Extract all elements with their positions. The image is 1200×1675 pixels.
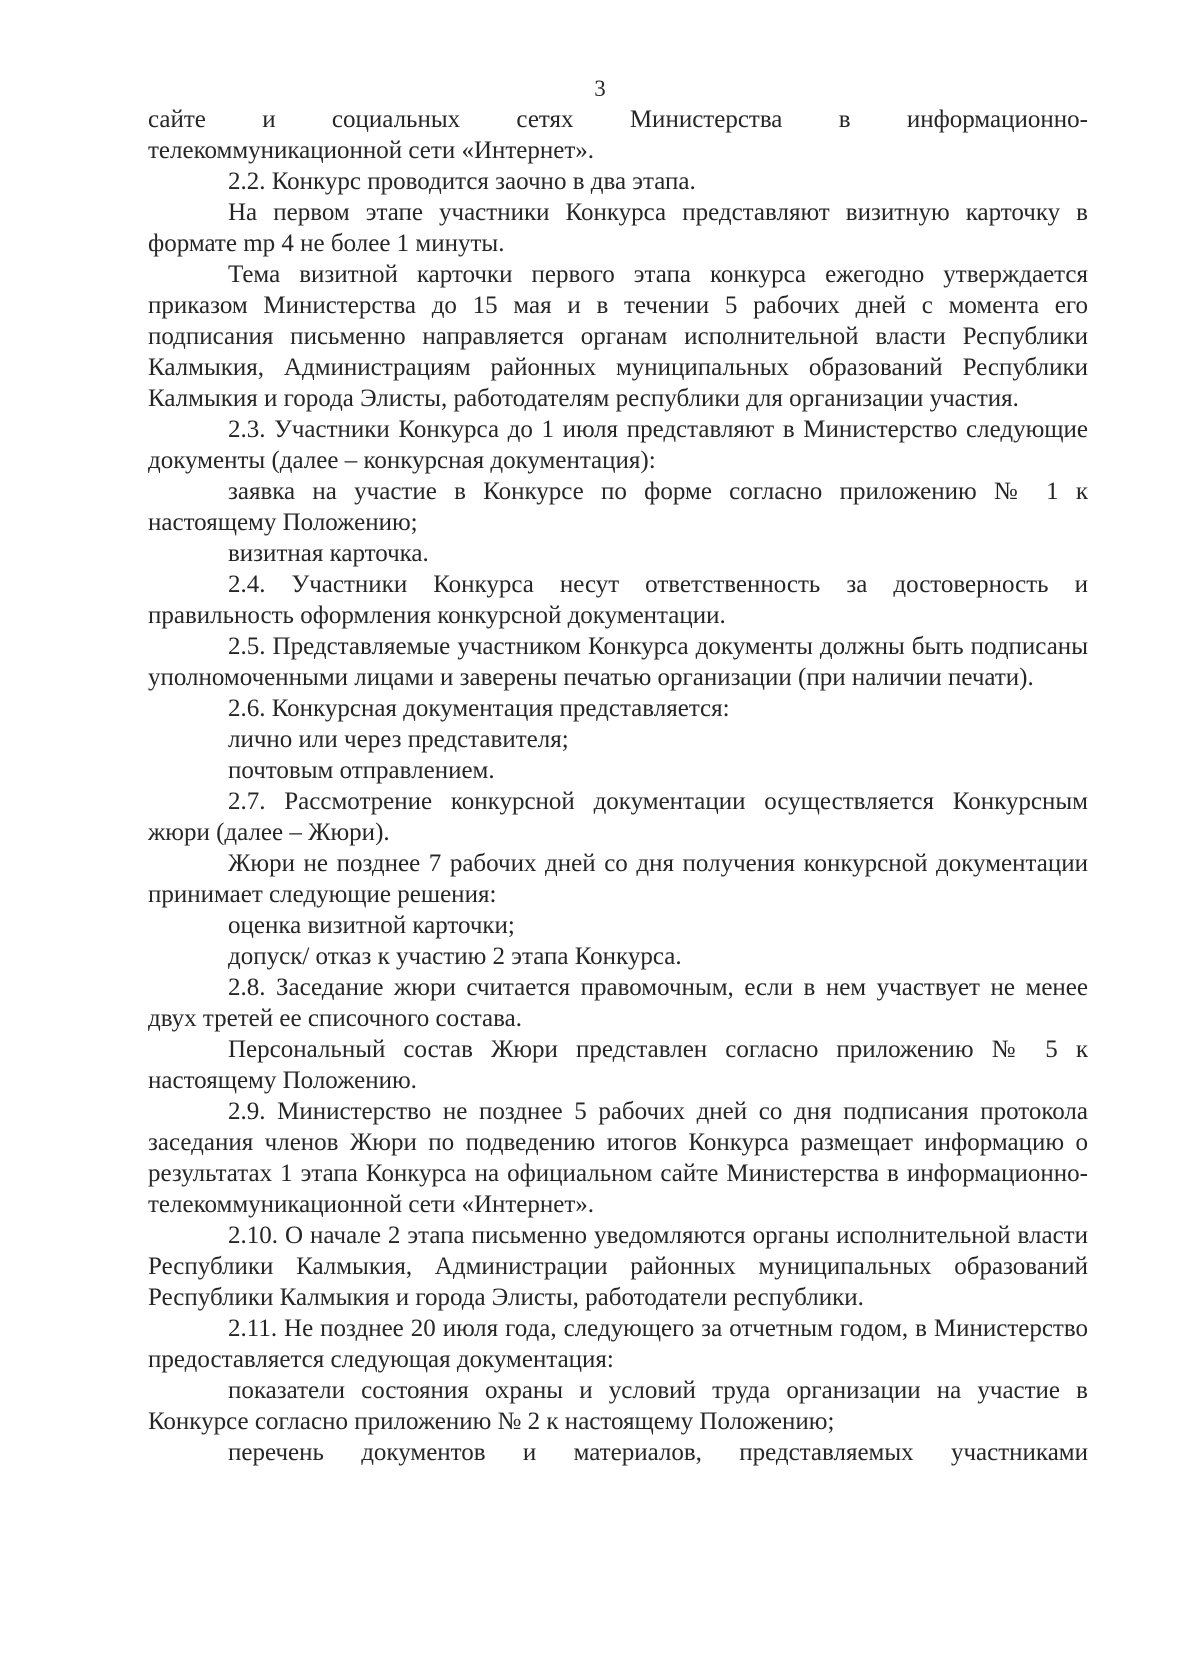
paragraph-2-10: 2.10. О начале 2 этапа письменно уведомляются органы исполнительной власти Республики Калмыкия, Администрации районных муниципальных образований Республики Калмыкия и города Элисты, работодатели республики.: [148, 1222, 1088, 1311]
paragraph-card-theme: Тема визитной карточки первого этапа конкурса ежегодно утверждается приказом Министерства до 15 мая и в течении 5 рабочих дней с момента его подписания письменно направляется органам исполнительной власти Республики Калмыкия, Администрациям районных муниципальных образований Республики Калмыкия и города Элисты, работодателям республики для организации участия.: [148, 261, 1088, 412]
paragraph-continuation-rest: телекоммуникационной сети «Интернет».: [148, 137, 595, 164]
list-item-admission: допуск/ отказ к участию 2 этапа Конкурса.: [228, 943, 682, 970]
list-item-application: заявка на участие в Конкурсе по форме согласно приложению № 1 к настоящему Положению;: [148, 478, 1088, 536]
paragraph-first-stage: На первом этапе участники Конкурса представляют визитную карточку в формате mp 4 не более 1 минуты.: [148, 199, 1088, 257]
paragraph-2-4: 2.4. Участники Конкурса несут ответственность за достоверность и правильность оформления конкурсной документации.: [148, 571, 1088, 629]
list-item-in-person: лично или через представителя;: [228, 726, 569, 753]
paragraph-jury-composition: Персональный состав Жюри представлен согласно приложению № 5 к настоящему Положению.: [148, 1036, 1088, 1094]
list-item-by-mail: почтовым отправлением.: [228, 757, 495, 784]
paragraph-2-9: 2.9. Министерство не позднее 5 рабочих дней со дня подписания протокола заседания членов Жюри по подведению итогов Конкурса размещает информацию о результатах 1 этапа Конкурса на официальном сайте Министерства в информационно-телекоммуникационной сети «Интернет».: [148, 1098, 1088, 1218]
paragraph-2-7: 2.7. Рассмотрение конкурсной документации осуществляется Конкурсным жюри (далее – Жюри).: [148, 788, 1088, 846]
document-body: [148, 104, 1088, 1468]
paragraph-2-5: 2.5. Представляемые участником Конкурса документы должны быть подписаны уполномоченными лицами и заверены печатью организации (при наличии печати).: [148, 633, 1088, 691]
paragraph-2-3: 2.3. Участники Конкурса до 1 июля представляют в Министерство следующие документы (далее – конкурсная документация):: [148, 416, 1088, 474]
list-item-card-evaluation: оценка визитной карточки;: [228, 912, 515, 939]
paragraph-2-8: 2.8. Заседание жюри считается правомочным, если в нем участвует не менее двух третей ее списочного состава.: [148, 974, 1088, 1032]
list-item-safety-indicators: показатели состояния охраны и условий труда организации на участие в Конкурсе согласно приложению № 2 к настоящему Положению;: [148, 1377, 1088, 1435]
paragraph-2-11: 2.11. Не позднее 20 июля года, следующего за отчетным годом, в Министерство предоставляется следующая документация:: [148, 1315, 1088, 1373]
list-item-documents-list: перечень документов и материалов, представляемых участниками: [228, 1439, 1088, 1466]
page-number: 3: [594, 76, 606, 101]
paragraph-2-6: 2.6. Конкурсная документация представляется:: [228, 695, 730, 722]
paragraph-continuation-lead: сайте и социальных сетях Министерства в информационно-: [148, 106, 1088, 133]
list-item-business-card: визитная карточка.: [228, 540, 429, 567]
paragraph-jury-decisions: Жюри не позднее 7 рабочих дней со дня получения конкурсной документации принимает следующие решения:: [148, 850, 1088, 908]
paragraph-2-2: 2.2. Конкурс проводится заочно в два этапа.: [228, 168, 696, 195]
